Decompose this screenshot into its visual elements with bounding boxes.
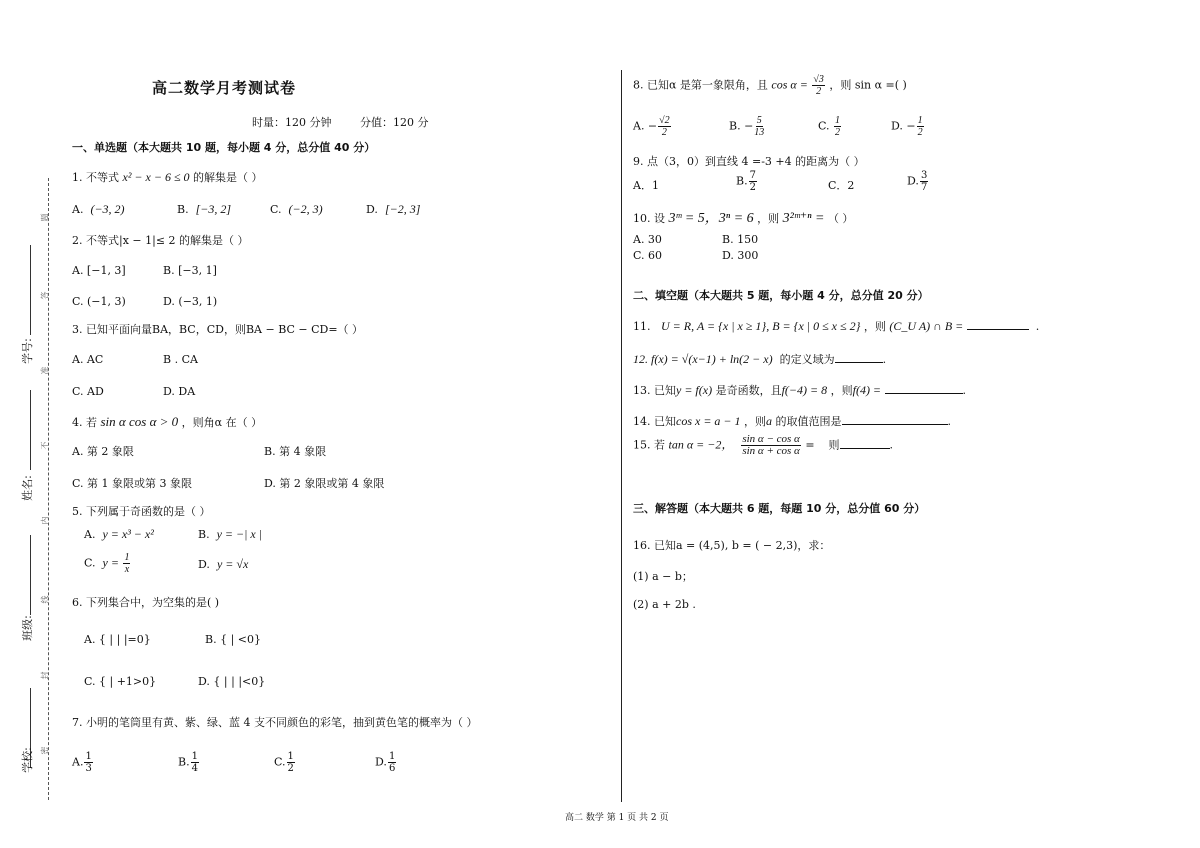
seal-char: 答 (40, 291, 50, 300)
question-3: 3. 已知平面向量BA，BC，CD，则BA − BC − CD=（ ） (72, 323, 364, 336)
option-d: D. y = √x (198, 557, 249, 571)
option-c: C. $\frac{1}{2}$ (274, 751, 294, 774)
number-label: 学号: (20, 338, 34, 364)
seal-char: 封 (40, 671, 50, 680)
question-5: 5. 下列属于奇函数的是（ ） (72, 505, 211, 518)
exam-score: 分值：120 分 (360, 116, 429, 129)
option-d: D. { | | |<0} (198, 675, 266, 688)
answer-blank[interactable] (835, 351, 883, 363)
option-b: B. $\frac{7}{2}$ (736, 170, 756, 193)
math-expression: x² − x − 6 ≤ 0 (122, 170, 190, 184)
question-10: 10. 设 3ᵐ = 5，3ⁿ = 6 ，则 3²ᵐ⁺ⁿ = （ ） (633, 211, 854, 226)
option-b: B. [−3, 1] (163, 264, 217, 277)
question-4: 4. 若 sin α cos α > 0 ，则角α 在（ ） (72, 414, 263, 429)
page-title: 高二数学月考测试卷 (152, 79, 297, 97)
option-c: C. 60 (633, 249, 663, 262)
option-d: D. DA (163, 385, 196, 398)
question-16-part-2: (2) a + 2b . (633, 598, 696, 611)
option-c: C. 第 1 象限或第 3 象限 (72, 477, 193, 490)
seal-char: 线 (40, 595, 50, 604)
exam-time: 时量：120 分钟 (252, 116, 332, 129)
option-d: D. [−2, 3] (366, 202, 421, 216)
class-field (30, 535, 31, 615)
option-d: D. 300 (722, 249, 759, 262)
option-d: D. 第 2 象限或第 4 象限 (264, 477, 385, 490)
school-label: 学校: (20, 747, 34, 773)
option-a: A. [−1, 3] (72, 264, 126, 277)
option-c: C. y = $\frac{1}{x}$ (84, 552, 130, 575)
seal-char: 密 (40, 746, 50, 755)
answer-blank[interactable] (967, 318, 1029, 330)
class-label: 班级: (20, 615, 34, 641)
option-b: B. $\frac{1}{4}$ (178, 751, 198, 774)
question-16: 16. 已知a = (4,5), b = ( − 2,3)，求： (633, 539, 831, 552)
option-b: B. 150 (722, 233, 759, 246)
option-b: B. [−3, 2] (177, 202, 232, 216)
seal-char: 题 (40, 213, 50, 222)
option-c: C. (−1, 3) (72, 295, 126, 308)
option-a: A. (−3, 2) (72, 202, 125, 216)
option-b: B. − $\frac{5}{13}$ (729, 115, 765, 138)
option-a: A. $\frac{1}{3}$ (72, 751, 92, 774)
question-6: 6. 下列集合中，为空集的是( ) (72, 596, 220, 609)
name-field (30, 390, 31, 470)
question-7: 7. 小明的笔筒里有黄、紫、绿、蓝 4 支不同颜色的彩笔，抽到黄色笔的概率为（ ） (72, 716, 478, 729)
name-label: 姓名: (20, 475, 34, 501)
option-c: C. { | +1>0} (84, 675, 157, 688)
question-12: 12. f(x) = √(x−1) + ln(2 − x) 的定义域为 . (633, 352, 887, 366)
option-c: C. $\frac{1}{2}$ (818, 115, 841, 138)
page-footer: 高二 数学 第 1 页 共 2 页 (565, 813, 669, 823)
question-2: 2. 不等式|x − 1|≤ 2 的解集是（ ） (72, 234, 249, 247)
question-16-part-1: (1) a − b； (633, 570, 693, 583)
option-c: C. AD (72, 385, 104, 398)
math-expression: 3ᵐ = 5，3ⁿ = 6 (668, 211, 754, 226)
column-divider (621, 70, 622, 802)
answer-blank[interactable] (842, 413, 948, 425)
section-2-heading: 二、填空题（本大题共 5 题，每小题 4 分，总分值 20 分） (633, 289, 929, 302)
option-d: D. $\frac{3}{7}$ (907, 170, 928, 193)
math-expression: sin α cos α > 0 (100, 414, 179, 429)
number-field (30, 245, 31, 335)
seal-char: 内 (40, 516, 50, 525)
question-11: 11. U = R, A = {x | x ≥ 1}, B = {x | 0 ≤ x ≤ 2} ，则 (C_U A) ∩ B = . (633, 319, 1040, 333)
option-d: D. (−3, 1) (163, 295, 218, 308)
option-a: A. 30 (633, 233, 662, 246)
question-stem: 的解集是（ ） (193, 171, 263, 184)
section-1-heading: 一、单选题（本大题共 10 题，每小题 4 分，总分值 40 分） (72, 141, 376, 154)
option-d: D. − $\frac{1}{2}$ (891, 115, 923, 138)
option-a: A. 第 2 象限 (72, 445, 134, 458)
option-a: A．1 (633, 179, 659, 192)
option-a: A. − $\frac{√2}{2}$ (633, 115, 670, 138)
question-8: 8. 已知α 是第一象限角，且 cos α = $\frac{√3}{2}$ ，则 sin α =( ) (633, 74, 907, 97)
option-b: B. y = −| x | (198, 527, 263, 541)
option-b: B . CA (163, 353, 198, 366)
question-stem: 1. 不等式 (72, 171, 119, 184)
question-15: 15. 若 tan α = −2， $\frac{\text{sin α − cos α}}{\text{sin α + cos α}}$ = 则 . (633, 433, 894, 457)
seal-char: 准 (40, 366, 50, 375)
option-a: A. y = x³ − x² (84, 527, 154, 541)
binding-line (48, 178, 49, 800)
section-3-heading: 三、解答题（本大题共 6 题，每题 10 分，总分值 60 分） (633, 502, 926, 515)
option-a: A. { | | |=0} (84, 633, 151, 646)
option-b: B. 第 4 象限 (264, 445, 327, 458)
answer-blank[interactable] (885, 382, 963, 394)
option-b: B. { | <0} (205, 633, 261, 646)
question-14: 14. 已知cos x = a − 1 ，则a 的取值范围是 . (633, 414, 952, 428)
question-9: 9. 点（3，0）到直线 4 =-3 +4 的距离为（ ） (633, 155, 865, 168)
question-1 (72, 169, 263, 185)
seal-char: 不 (40, 441, 50, 450)
option-c: C．2 (828, 179, 855, 192)
option-c: C. (−2, 3) (270, 202, 323, 216)
answer-blank[interactable] (840, 437, 890, 449)
question-13: 13. 已知y = f(x) 是奇函数，且f(−4) = 8 ，则f(4) = . (633, 383, 967, 397)
option-a: A. AC (72, 353, 104, 366)
option-d: D. $\frac{1}{6}$ (375, 751, 396, 774)
